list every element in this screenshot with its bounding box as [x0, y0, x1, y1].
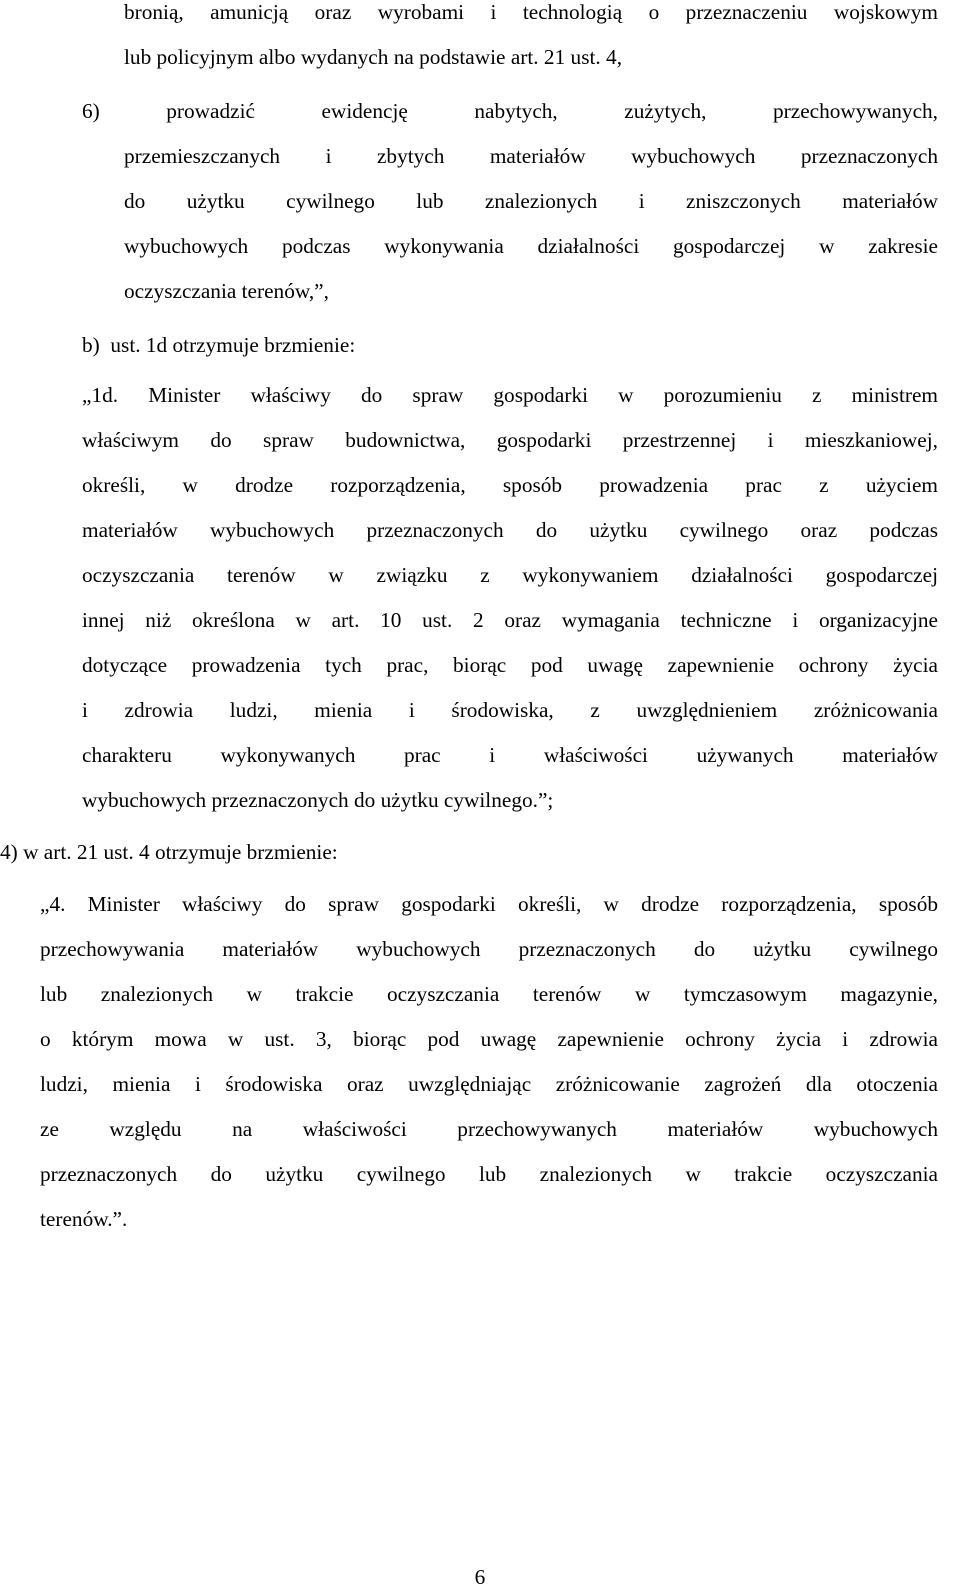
text-line: „4. Minister właściwy do spraw gospodarki określi, w drodze rozporządzenia, sposób — [40, 892, 938, 916]
text-line: ludzi, mienia i środowiska oraz uwzględniając zróżnicowanie zagrożeń dla otoczenia — [40, 1072, 938, 1096]
text-line: przemieszczanych i zbytych materiałów wybuchowych przeznaczonych — [124, 144, 938, 168]
text-line: o którym mowa w ust. 3, biorąc pod uwagę zapewnienie ochrony życia i zdrowia — [40, 1027, 938, 1051]
text-line: 6) prowadzić ewidencję nabytych, zużytych, przechowywanych, — [82, 99, 938, 123]
text-line: innej niż określona w art. 10 ust. 2 oraz wymagania techniczne i organizacyjne — [82, 608, 938, 632]
text-line: dotyczące prowadzenia tych prac, biorąc pod uwagę zapewnienie ochrony życia — [82, 653, 938, 677]
text-line: przeznaczonych do użytku cywilnego lub znalezionych w trakcie oczyszczania — [40, 1162, 938, 1186]
text-line: oczyszczania terenów w związku z wykonywaniem działalności gospodarczej — [82, 563, 938, 587]
text-line: „1d. Minister właściwy do spraw gospodarki w porozumieniu z ministrem — [82, 383, 938, 407]
text-line: bronią, amunicją oraz wyrobami i technologią o przeznaczeniu wojskowym — [124, 0, 938, 24]
text-line: b) ust. 1d otrzymuje brzmienie: — [82, 333, 356, 357]
text-line: ze względu na właściwości przechowywanych materiałów wybuchowych — [40, 1117, 938, 1141]
text-line: materiałów wybuchowych przeznaczonych do użytku cywilnego oraz podczas — [82, 518, 938, 542]
text-line: wybuchowych podczas wykonywania działalności gospodarczej w zakresie — [124, 234, 938, 258]
text-line: oczyszczania terenów,”, — [124, 279, 329, 303]
text-line: charakteru wykonywanych prac i właściwości używanych materiałów — [82, 743, 938, 767]
text-line: właściwym do spraw budownictwa, gospodarki przestrzennej i mieszkaniowej, — [82, 428, 938, 452]
text-line: wybuchowych przeznaczonych do użytku cywilnego.”; — [82, 788, 554, 812]
text-line: lub znalezionych w trakcie oczyszczania terenów w tymczasowym magazynie, — [40, 982, 938, 1006]
page-number: 6 — [474, 1565, 486, 1589]
text-line: określi, w drodze rozporządzenia, sposób prowadzenia prac z użyciem — [82, 473, 938, 497]
text-line: do użytku cywilnego lub znalezionych i zniszczonych materiałów — [124, 189, 938, 213]
text-line: przechowywania materiałów wybuchowych przeznaczonych do użytku cywilnego — [40, 937, 938, 961]
text-line: terenów.”. — [40, 1207, 128, 1231]
text-line: 4) w art. 21 ust. 4 otrzymuje brzmienie: — [0, 840, 338, 864]
text-line: i zdrowia ludzi, mienia i środowiska, z uwzględnieniem zróżnicowania — [82, 698, 938, 722]
text-line: lub policyjnym albo wydanych na podstawie art. 21 ust. 4, — [124, 45, 623, 69]
